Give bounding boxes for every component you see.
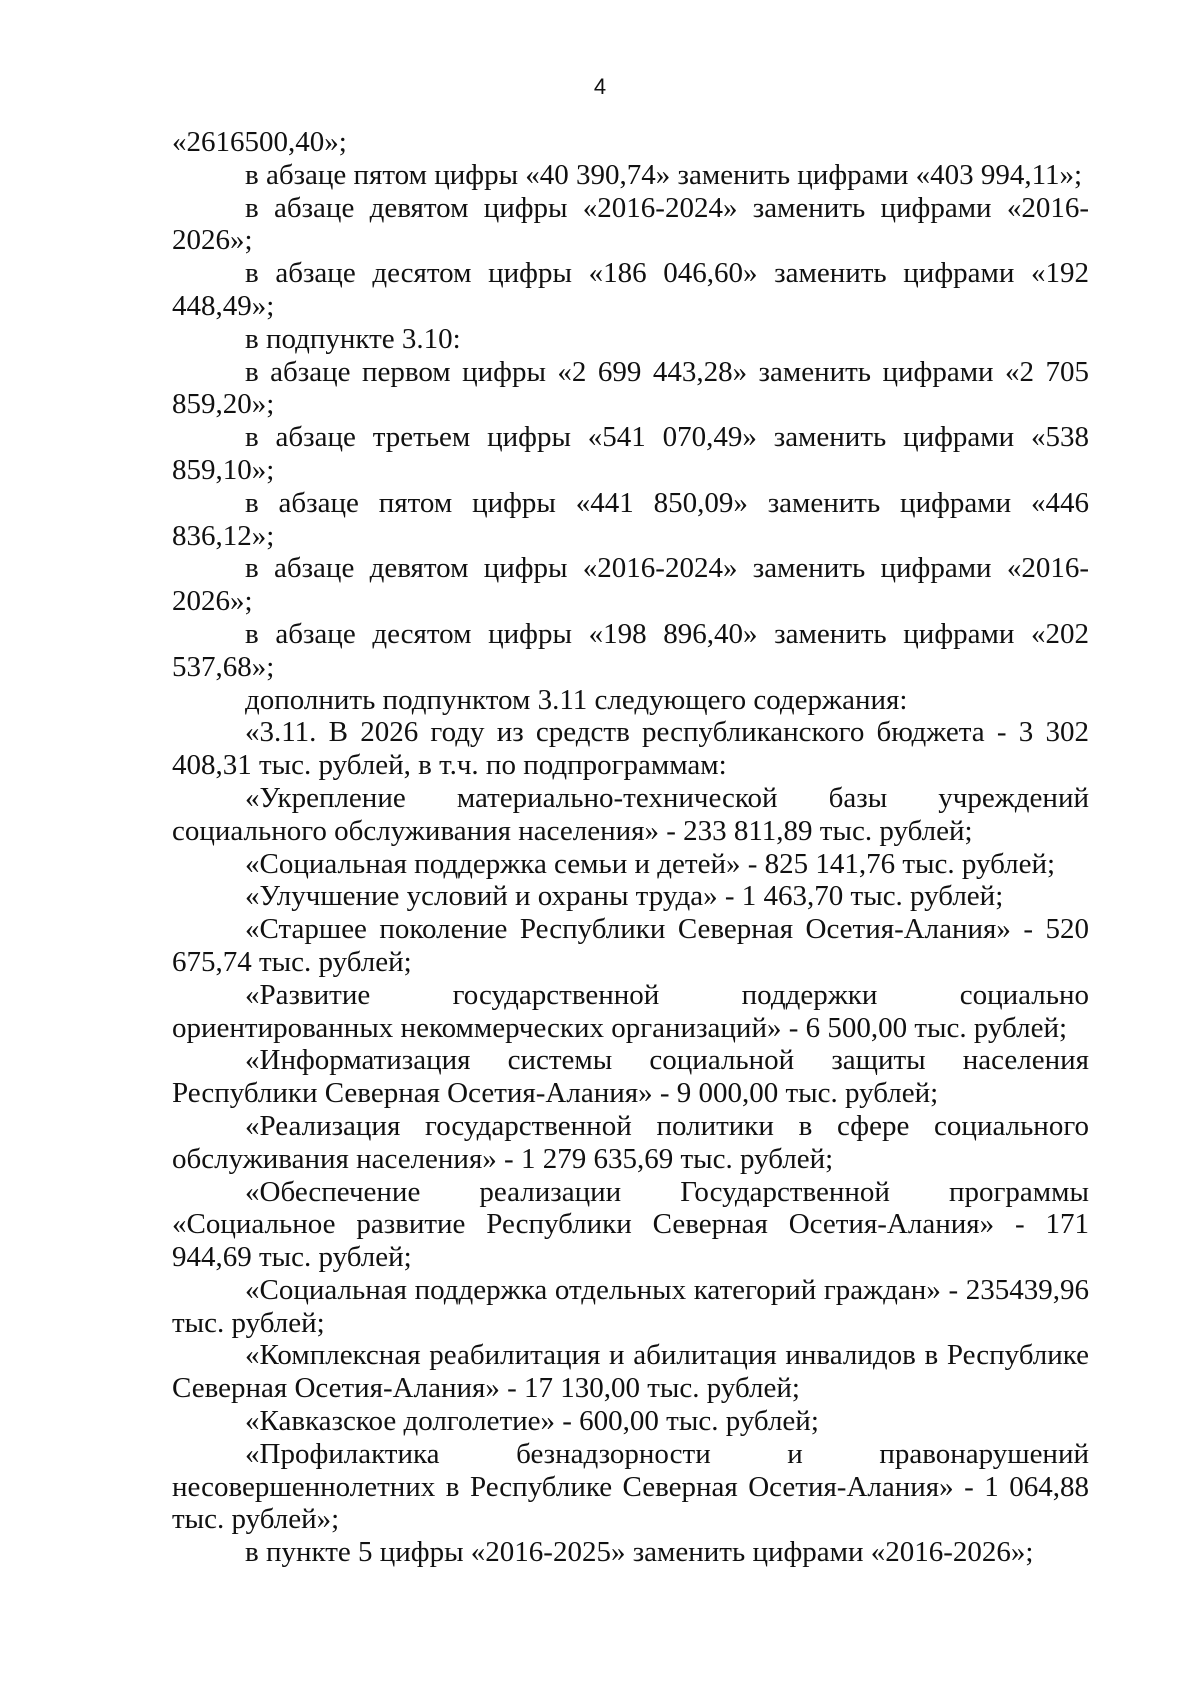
paragraph: в абзаце пятом цифры «441 850,09» заменить цифрами «446 836,12»; xyxy=(172,486,1089,552)
paragraph: «Профилактика безнадзорности и правонарушений несовершеннолетних в Республике Северная Осетия-Алания» - 1 064,88 тыс. рублей»; xyxy=(172,1437,1089,1536)
paragraph: в абзаце девятом цифры «2016-2024» заменить цифрами «2016-2026»; xyxy=(172,552,1089,618)
paragraph: в подпункте 3.10: xyxy=(245,322,461,355)
paragraph: «Реализация государственной политики в сфере социального обслуживания населения» - 1 279 635,69 тыс. рублей; xyxy=(172,1109,1089,1175)
paragraph: в пункте 5 цифры «2016-2025» заменить цифрами «2016-2026»; xyxy=(245,1536,1034,1569)
paragraph: в абзаце пятом цифры «40 390,74» заменить цифрами «403 994,11»; xyxy=(245,158,1083,191)
paragraph: «Комплексная реабилитация и абилитация инвалидов в Республике Северная Осетия-Алания» - 17 130,00 тыс. рублей; xyxy=(172,1339,1089,1405)
paragraph: «3.11. В 2026 году из средств республиканского бюджета - 3 302 408,31 тыс. рублей, в т.ч. по подпрограммам: xyxy=(172,716,1089,782)
page-number: 4 xyxy=(593,74,607,99)
paragraph: «Обеспечение реализации Государственной программы «Социальное развитие Республики Северная Осетия-Алания» - 171 944,69 тыс. рублей; xyxy=(172,1175,1089,1274)
paragraph: в абзаце десятом цифры «186 046,60» заменить цифрами «192 448,49»; xyxy=(172,257,1089,322)
paragraph: «Улучшение условий и охраны труда» - 1 463,70 тыс. рублей; xyxy=(245,880,1004,913)
document-body xyxy=(172,126,1089,1569)
paragraph: дополнить подпунктом 3.11 следующего содержания: xyxy=(245,683,908,716)
paragraph: «Старшее поколение Республики Северная Осетия-Алания» - 520 675,74 тыс. рублей; xyxy=(172,913,1089,978)
paragraph: «Социальная поддержка семьи и детей» - 825 141,76 тыс. рублей; xyxy=(245,847,1056,880)
paragraph: в абзаце десятом цифры «198 896,40» заменить цифрами «202 537,68»; xyxy=(172,617,1089,683)
paragraph: «2616500,40»; xyxy=(172,126,347,158)
paragraph: «Кавказское долголетие» - 600,00 тыс. рублей; xyxy=(245,1405,819,1438)
paragraph: в абзаце девятом цифры «2016-2024» заменить цифрами «2016-2026»; xyxy=(172,191,1089,257)
paragraph: «Информатизация системы социальной защиты населения Республики Северная Осетия-Алания» - 9 000,00 тыс. рублей; xyxy=(172,1044,1089,1110)
paragraph: «Развитие государственной поддержки социально ориентированных некоммерческих организаций» - 6 500,00 тыс. рублей; xyxy=(172,978,1089,1044)
paragraph: в абзаце первом цифры «2 699 443,28» заменить цифрами «2 705 859,20»; xyxy=(172,355,1089,421)
paragraph: «Социальная поддержка отдельных категорий граждан» - 235439,96 тыс. рублей; xyxy=(172,1273,1089,1339)
paragraph: в абзаце третьем цифры «541 070,49» заменить цифрами «538 859,10»; xyxy=(172,421,1089,486)
paragraph: «Укрепление материально-технической базы учреждений социального обслуживания населения» - 233 811,89 тыс. рублей; xyxy=(172,781,1089,847)
